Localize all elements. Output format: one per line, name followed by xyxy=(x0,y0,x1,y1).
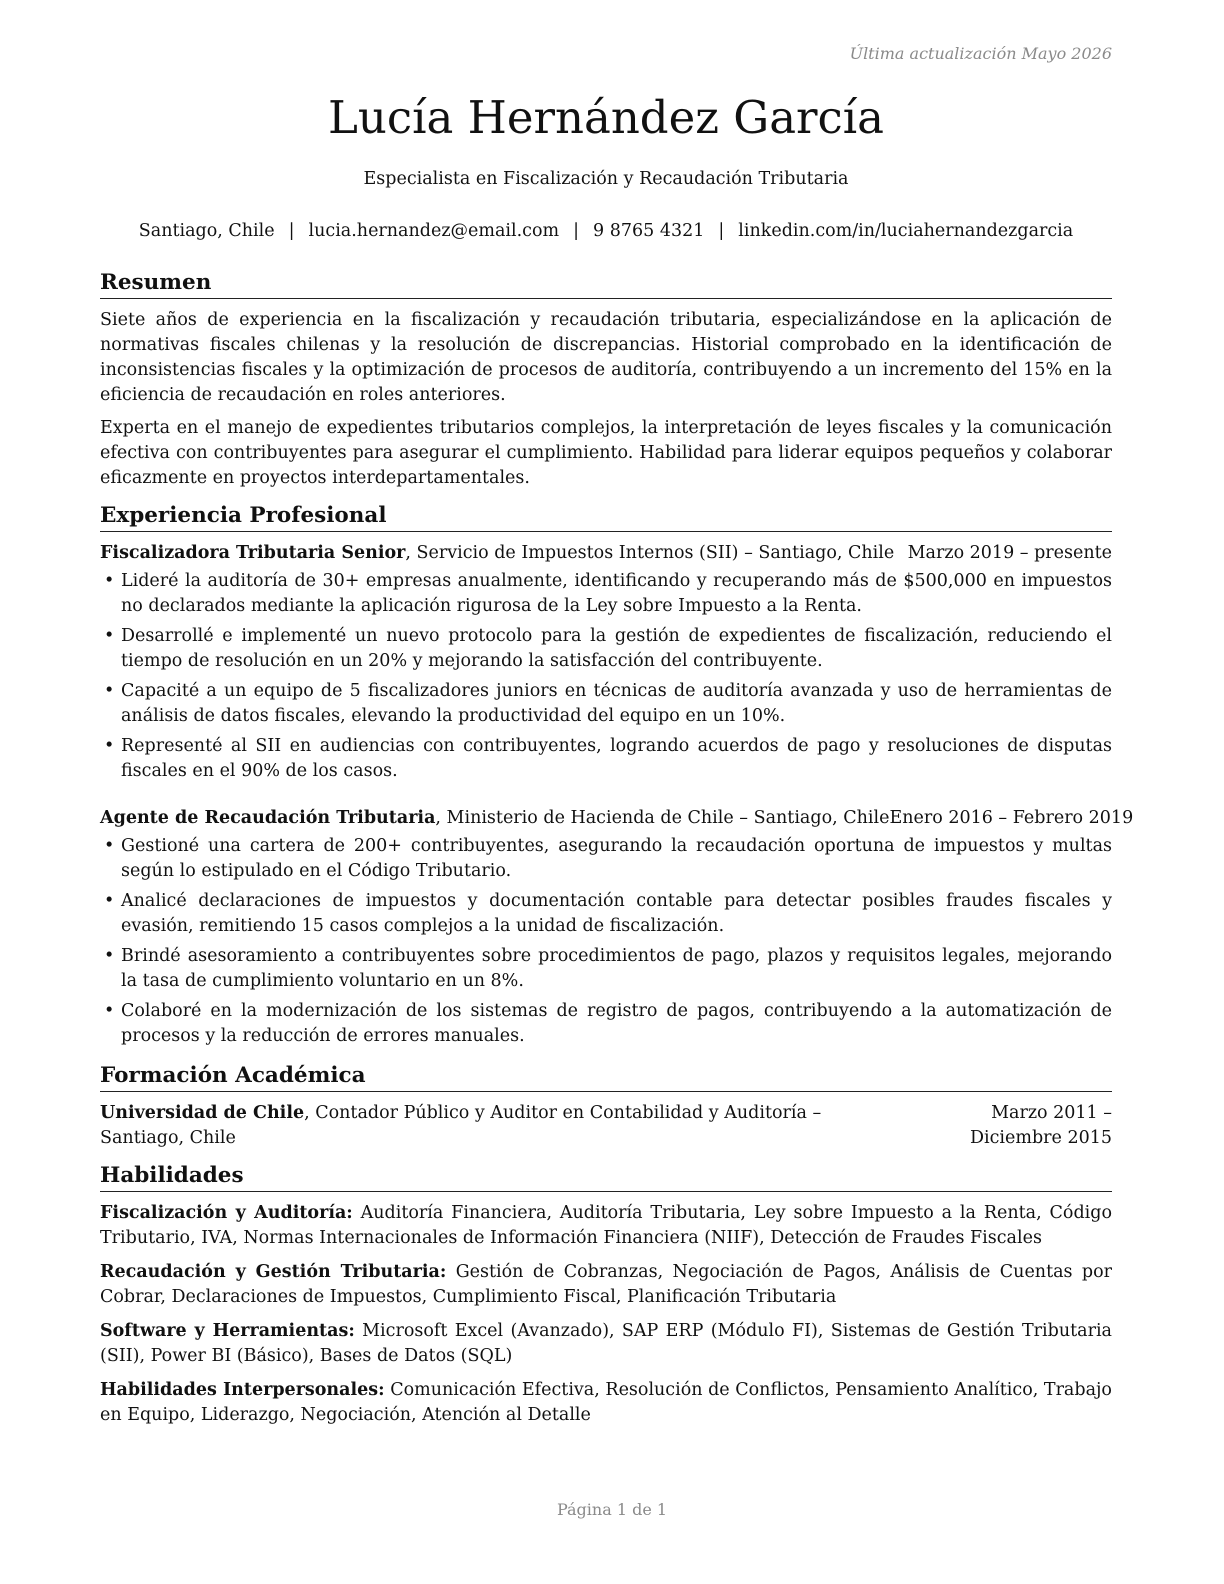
job-role: Agente de Recaudación Tributaria xyxy=(100,808,436,828)
job-bullet-text: Gestioné una cartera de 200+ contribuyentes, asegurando la recaudación oportuna de impuestos y multas según lo estipulado en el Código Tributario. xyxy=(121,836,1112,881)
summary-heading: Resumen xyxy=(100,268,1112,299)
bullet-icon: • xyxy=(104,626,115,646)
contact-separator: | xyxy=(288,221,295,241)
skill-group-items: Microsoft Excel (Avanzado), SAP ERP (Módulo FI), Sistemas de Gestión Tributaria (SII), Power BI (Básico), Bases de Datos (SQL) xyxy=(100,1321,1112,1366)
job-bullet xyxy=(100,569,1112,619)
candidate-name: Lucía Hernández García xyxy=(328,91,884,144)
skill-group xyxy=(100,1260,1112,1310)
contact-location: Santiago, Chile xyxy=(138,221,275,241)
job-bullet xyxy=(100,679,1112,729)
job-bullet xyxy=(100,999,1112,1049)
skill-group-items: Gestión de Cobranzas, Negociación de Pagos, Análisis de Cuentas por Cobrar, Declaraciones de Impuestos, Cumplimiento Fiscal, Planificación Tributaria xyxy=(100,1262,1113,1307)
bullet-icon: • xyxy=(104,836,115,856)
bullet-icon: • xyxy=(104,571,115,591)
job-entry xyxy=(100,541,1112,784)
education-section xyxy=(100,1061,1112,1151)
skill-group-label: Software y Herramientas: xyxy=(100,1321,355,1341)
summary-paragraph: Siete años de experiencia en la fiscalización y recaudación tributaria, especializándose en la aplicación de normativas fiscales chilenas y la resolución de discrepancias. Historial comprobado en la identificación de inconsistencias fiscales y la optimización de procesos de auditoría, contribuyendo a un incremento del 15% en la eficiencia de recaudación en roles anteriores. xyxy=(100,310,1112,405)
job-bullet-text: Brindé asesoramiento a contribuyentes sobre procedimientos de pago, plazos y requisitos legales, mejorando la tasa de cumplimiento voluntario en un 8%. xyxy=(121,946,1112,991)
experience-heading: Experiencia Profesional xyxy=(100,501,1112,532)
skill-group-label: Fiscalización y Auditoría: xyxy=(100,1203,353,1223)
contact-separator: | xyxy=(573,221,580,241)
page-number: Página 1 de 1 xyxy=(556,1500,668,1519)
job-title-line xyxy=(100,541,894,566)
contact-email[interactable]: lucia.hernandez@email.com xyxy=(308,221,560,241)
last-updated-note: Última actualización Mayo 2026 xyxy=(849,44,1112,63)
job-role: Fiscalizadora Tributaria Senior xyxy=(100,543,406,563)
job-header xyxy=(100,541,1112,566)
job-bullet-text: Colaboré en la modernización de los sistemas de registro de pagos, contribuyendo a la automatización de procesos y la reducción de errores manuales. xyxy=(121,1001,1112,1046)
job-bullet xyxy=(100,834,1112,884)
job-entry xyxy=(100,806,1134,1049)
contact-phone: 9 8765 4321 xyxy=(593,221,705,241)
job-bullet-text: Representé al SII en audiencias con contribuyentes, logrando acuerdos de pago y resoluciones de disputas fiscales en el 90% de los casos. xyxy=(121,736,1112,781)
job-bullet-text: Analicé declaraciones de impuestos y documentación contable para detectar posibles fraudes fiscales y evasión, remitiendo 15 casos complejos a la unidad de fiscalización. xyxy=(121,891,1112,936)
skill-group xyxy=(100,1378,1112,1428)
resume-content xyxy=(100,268,1134,1438)
job-dates: Enero 2016 – Febrero 2019 xyxy=(889,808,1134,828)
job-organization: , Ministerio de Hacienda de Chile – Santiago, Chile xyxy=(435,808,890,828)
bullet-icon: • xyxy=(104,946,115,966)
education-dates: Marzo 2011 – Diciembre 2015 xyxy=(970,1103,1112,1148)
contact-separator: | xyxy=(718,221,725,241)
bullet-icon: • xyxy=(104,736,115,756)
skills-heading: Habilidades xyxy=(100,1161,1112,1192)
job-bullet xyxy=(100,624,1112,674)
job-title-line xyxy=(100,806,889,831)
job-organization: , Servicio de Impuestos Internos (SII) – Santiago, Chile xyxy=(405,543,895,563)
education-heading: Formación Académica xyxy=(100,1061,1112,1092)
education-degree: , Contador Público y Auditor en Contabilidad y Auditoría – Santiago, Chile xyxy=(100,1103,822,1148)
skills-section xyxy=(100,1161,1112,1428)
summary-section xyxy=(100,268,1112,491)
job-bullet xyxy=(100,889,1112,939)
job-bullet-list xyxy=(100,569,1112,784)
skill-group xyxy=(100,1201,1112,1251)
job-bullet-text: Desarrollé e implementé un nuevo protocolo para la gestión de expedientes de fiscalización, reduciendo el tiempo de resolución en un 20% y mejorando la satisfacción del contribuyente. xyxy=(121,626,1112,671)
contact-linkedin[interactable]: linkedin.com/in/luciahernandezgarcia xyxy=(738,221,1074,241)
job-header xyxy=(100,806,1134,831)
job-dates: Marzo 2019 – presente xyxy=(907,543,1112,563)
skill-group-label: Habilidades Interpersonales: xyxy=(100,1380,385,1400)
job-bullet xyxy=(100,944,1112,994)
education-school: Universidad de Chile xyxy=(100,1103,305,1123)
job-bullet-text: Capacité a un equipo de 5 fiscalizadores juniors en técnicas de auditoría avanzada y uso de herramientas de análisis de datos fiscales, elevando la productividad del equipo en un 10%. xyxy=(121,681,1112,726)
skill-group-items: Auditoría Financiera, Auditoría Tributaria, Ley sobre Impuesto a la Renta, Código Tributario, IVA, Normas Internacionales de Información Financiera (NIIF), Detección de Fraudes Fiscales xyxy=(100,1203,1112,1248)
resume-page xyxy=(100,0,1134,1584)
education-institution-line xyxy=(100,1101,880,1151)
experience-section xyxy=(100,501,1134,1049)
skill-group xyxy=(100,1319,1112,1369)
contact-line xyxy=(100,219,1112,243)
bullet-icon: • xyxy=(104,891,115,911)
summary-paragraph: Experta en el manejo de expedientes tributarios complejos, la interpretación de leyes fiscales y la comunicación efectiva con contribuyentes para asegurar el cumplimiento. Habilidad para liderar equipos pequeños y colaborar eficazmente en proyectos interdepartamentales. xyxy=(100,418,1112,488)
job-bullet-text: Lideré la auditoría de 30+ empresas anualmente, identificando y recuperando más de $500,000 en impuestos no declarados mediante la aplicación rigurosa de la Ley sobre Impuesto a la Renta. xyxy=(121,571,1112,616)
education-entry xyxy=(100,1101,1112,1151)
candidate-title: Especialista en Fiscalización y Recaudación Tributaria xyxy=(363,169,849,189)
job-bullet-list xyxy=(100,834,1112,1049)
bullet-icon: • xyxy=(104,1001,115,1021)
skill-group-label: Recaudación y Gestión Tributaria: xyxy=(100,1262,447,1282)
job-bullet xyxy=(100,734,1112,784)
skill-group-items: Comunicación Efectiva, Resolución de Conflictos, Pensamiento Analítico, Trabajo en Equipo, Liderazgo, Negociación, Atención al Detalle xyxy=(100,1380,1112,1425)
bullet-icon: • xyxy=(104,681,115,701)
